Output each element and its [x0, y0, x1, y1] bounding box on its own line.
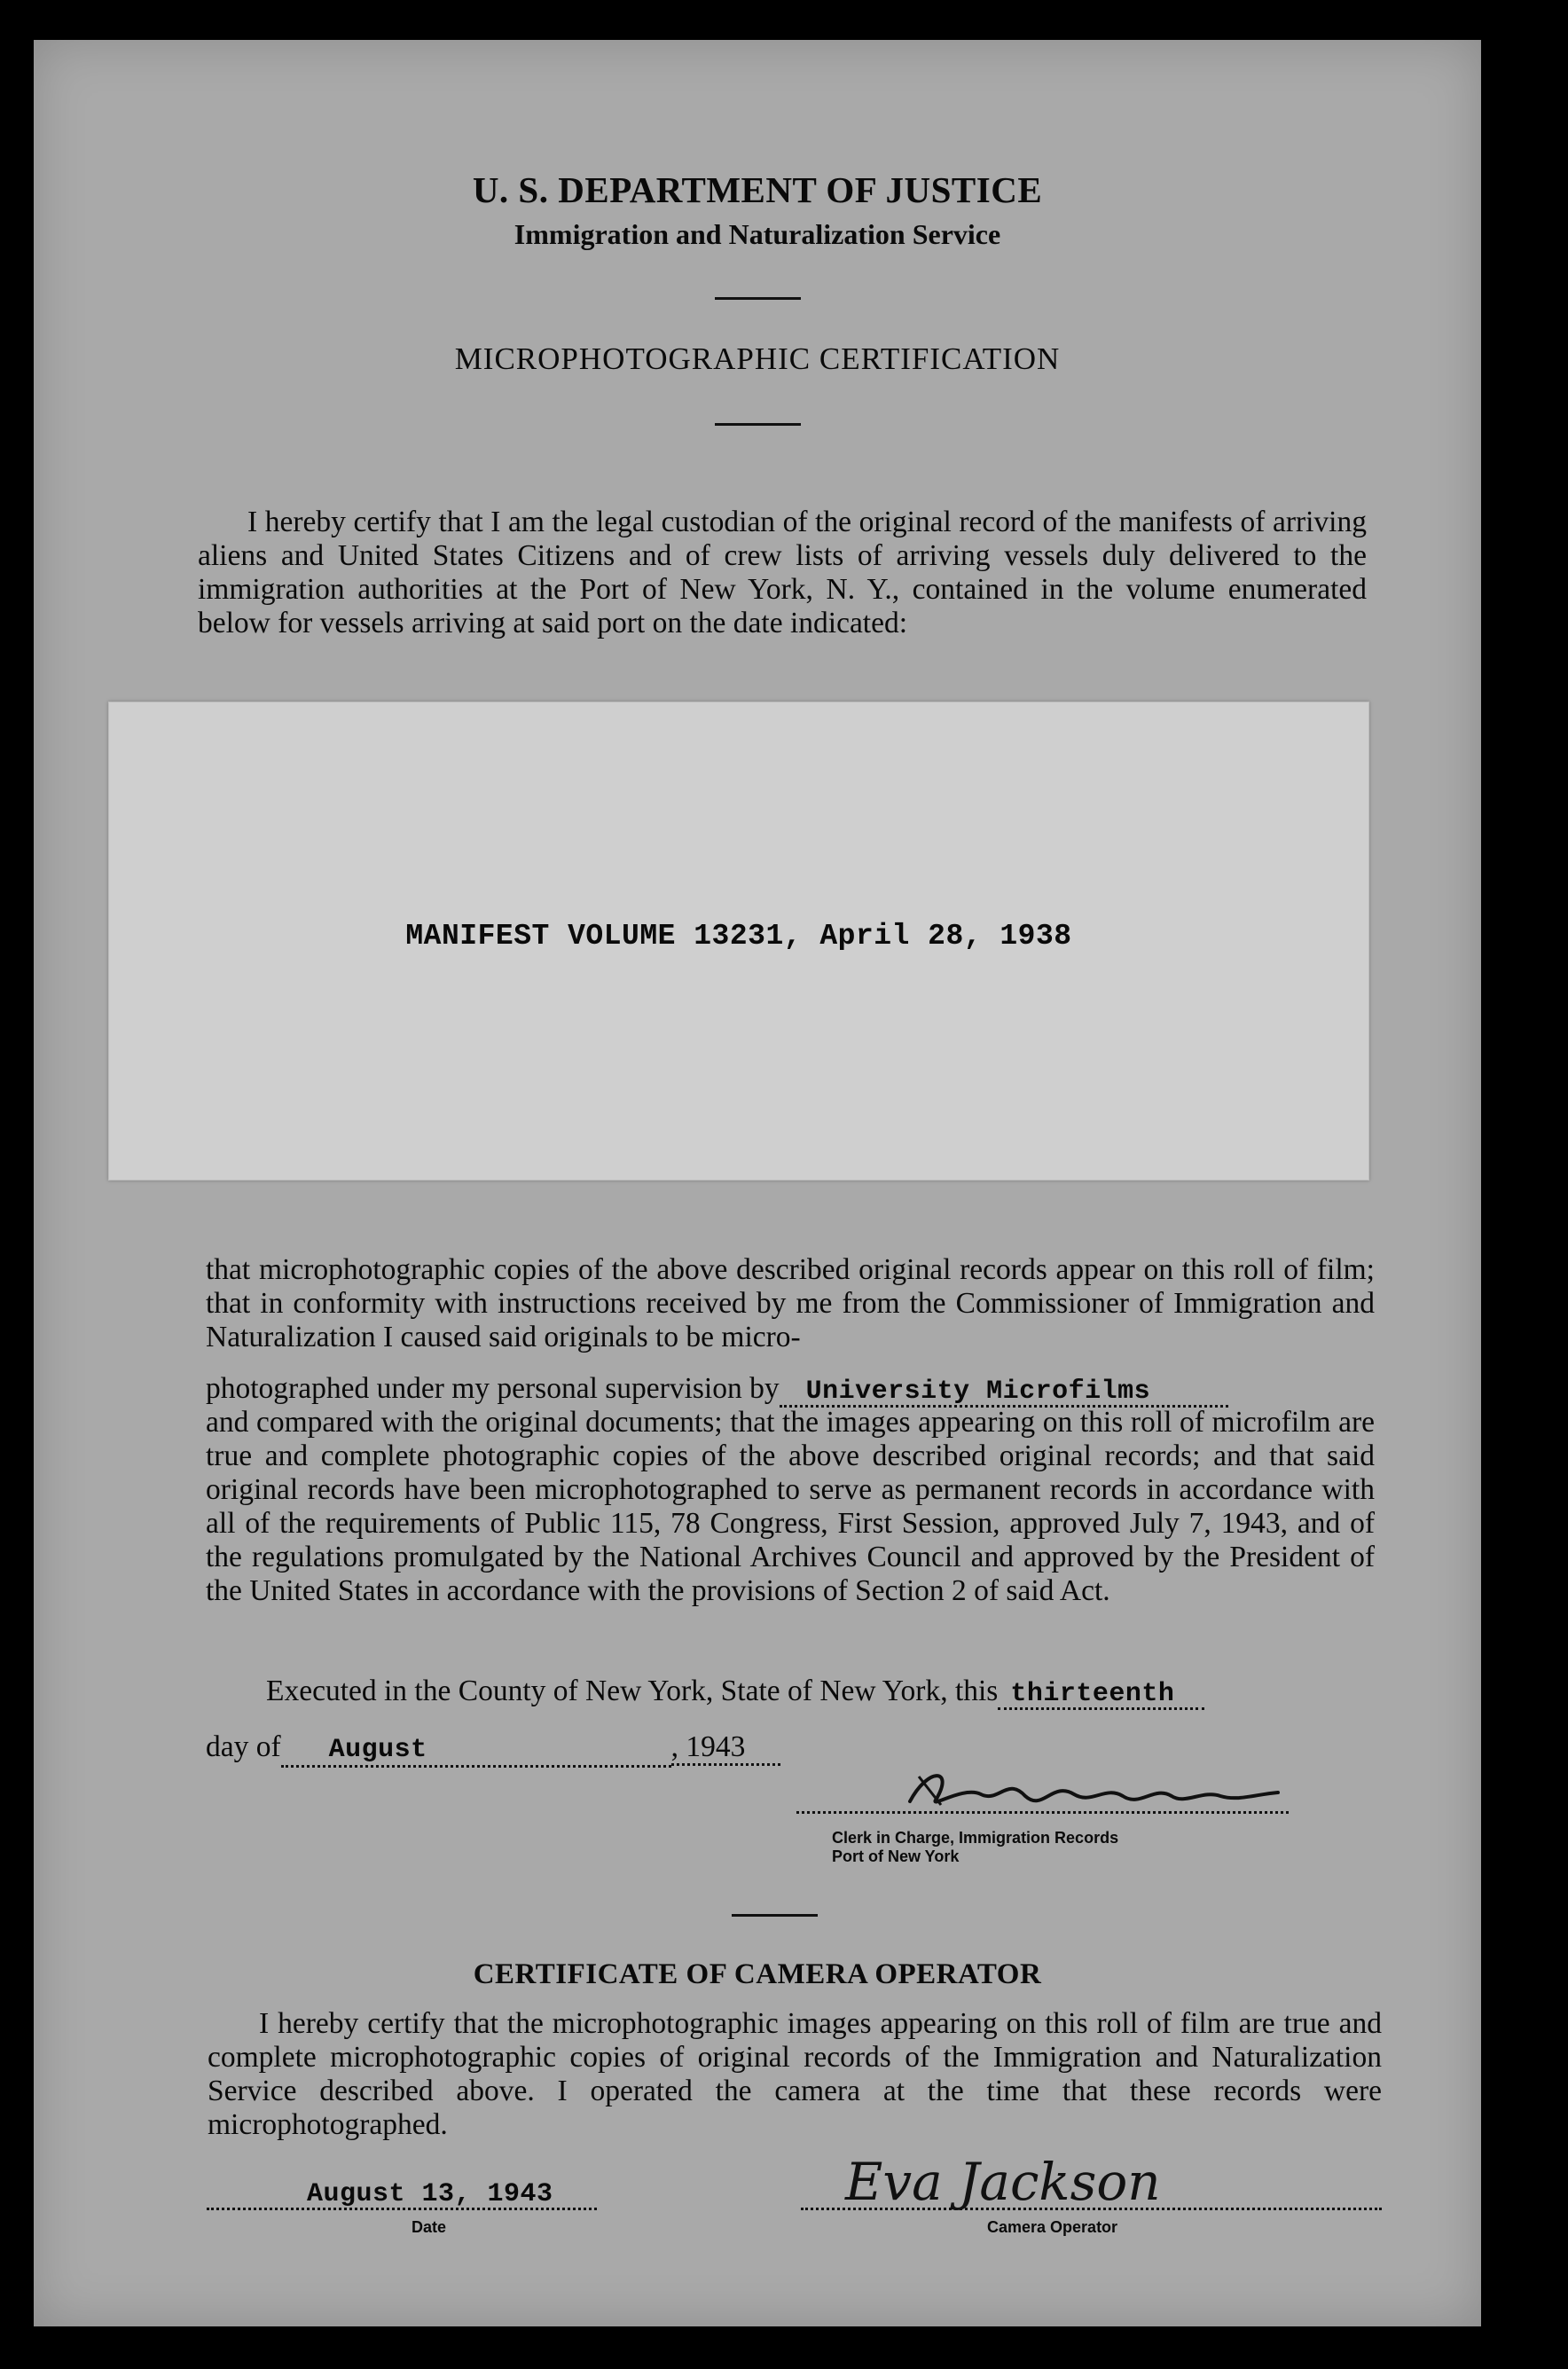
operator-signature-text: Eva Jackson: [845, 2152, 1161, 2212]
service-subheading: Immigration and Naturalization Service: [514, 218, 1001, 250]
header-divider: [715, 297, 801, 300]
operator-signature: [827, 2133, 1235, 2222]
execution-day-field: [998, 1675, 1204, 1710]
certification-title: MICROPHOTOGRAPHIC CERTIFICATION: [454, 341, 1061, 376]
microfilm-line-prefix: photographed under my personal supervision by: [206, 1372, 780, 1405]
certificate-date-value: August 13, 1943: [307, 2179, 553, 2209]
microfilm-company-value: University Microfilms: [805, 1377, 1151, 1407]
manifest-volume-label: MANIFEST VOLUME 13231, April 28, 1938: [405, 920, 1072, 953]
clerk-port-line: Port of New York: [832, 1847, 960, 1865]
clerk-title-line: Clerk in Charge, Immigration Records: [832, 1829, 1119, 1847]
body-paragraph-1: that microphotographic copies of the above described original records appear on this roll of film; that in conformity with instructions received by me from the Commissioner of Immigration and Naturalization I caused said originals to be micro-: [206, 1253, 1375, 1353]
department-heading: U. S. DEPARTMENT OF JUSTICE: [472, 169, 1043, 210]
day-of-label: day of: [206, 1730, 281, 1763]
execution-text: Executed in the County of New York, State of New York, this: [266, 1675, 999, 1707]
year-field: [671, 1730, 781, 1766]
body-paragraph-2: and compared with the original documents; that the images appearing on this roll of microfilm are true and complete photographic copies of the above described original records; and that said original records have been microphotographed to serve as permanent records in accordance with all of the requirements of Public 115, 78 Congress, First Session, approved July 7, 1943, and of the regulations promulgated by the National Archives Council and approved by the President of the United States in accordance with the provisions of Section 2 of said Act.: [206, 1406, 1375, 1607]
intro-paragraph: I hereby certify that I am the legal custodian of the original record of the manifests of arriving aliens and United States Citizens and of crew lists of arriving vessels duly delivered to the immigration authorities at the Port of New York, N. Y., contained in the volume enumerated below for vessels arriving at said port on the date indicated:: [198, 506, 1367, 639]
manifest-label-card: [108, 702, 1369, 1181]
execution-line: [266, 1675, 1204, 1709]
month-field: [281, 1730, 671, 1768]
clerk-signature: [901, 1759, 1291, 1821]
certificate-page: [34, 40, 1481, 2326]
execution-day-value: thirteenth: [1010, 1679, 1175, 1709]
camera-certificate-title: CERTIFICATE OF CAMERA OPERATOR: [473, 1958, 1042, 1990]
clerk-title: [832, 1829, 1118, 1866]
camera-certificate-text: I hereby certify that the microphotographic images appearing on this roll of film are true and complete microphotographic copies of original records of the Immigration and Naturalization Service described above. I operated the camera at the time that these records were microphotographed.: [208, 2007, 1382, 2141]
month-value: August: [328, 1735, 427, 1765]
date-line: [206, 1730, 780, 1768]
microfilm-company: [780, 1372, 1229, 1408]
section-divider: [732, 1914, 818, 1917]
date-label: Date: [412, 2218, 447, 2236]
microfilm-line: [206, 1372, 1228, 1407]
camera-operator-label: Camera Operator: [987, 2218, 1118, 2236]
title-divider: [715, 423, 801, 426]
year-value: , 1943: [670, 1730, 746, 1763]
